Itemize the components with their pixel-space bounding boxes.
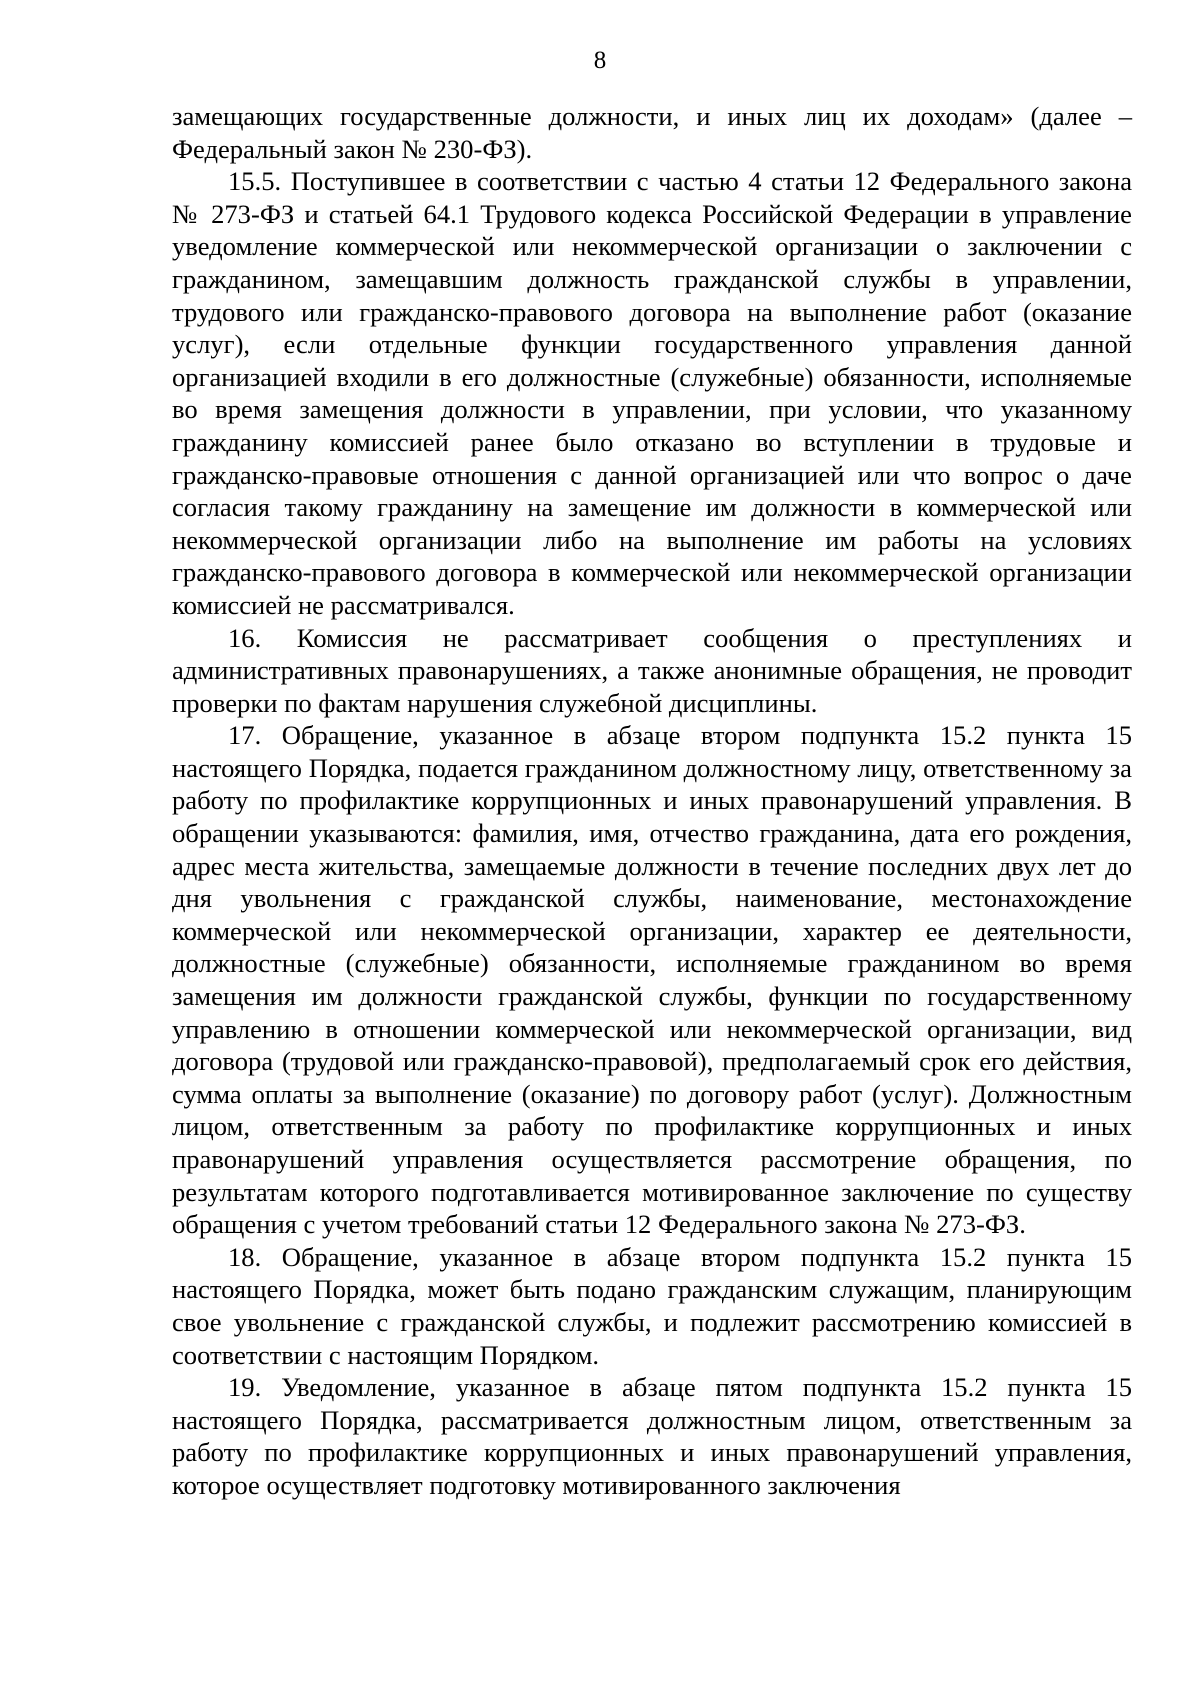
paragraph-item-15-5: 15.5. Поступившее в соответствии с частью 4 статьи 12 Федерального закона № 273-ФЗ и статьей 64.1 Трудового кодекса Российской Федерации в управление уведомление коммерческой или некоммерческой организации о заключении с гражданином, замещавшим должность гражданской службы в управлении, трудового или гражданско-правового договора на выполнение работ (оказание услуг), если отдельные функции государственного управления данной организацией входили в его должностные (служебные) обязанности, исполняемые во время замещения должности в управлении, при условии, что указанному гражданину комиссией ранее было отказано во вступлении в трудовые и гражданско-правовые отношения с данной организацией или что вопрос о даче согласия такому гражданину на замещение им должности в коммерческой или некоммерческой организации либо на выполнение им работы на условиях гражданско-правового договора в коммерческой или некоммерческой организации комиссией не рассматривался. — [172, 166, 1132, 620]
paragraph-item-19: 19. Уведомление, указанное в абзаце пятом подпункта 15.2 пункта 15 настоящего Порядка, рассматривается должностным лицом, ответственным за работу по профилактике коррупционных и иных правонарушений управления, которое осуществляет подготовку мотивированного заключения — [172, 1372, 1132, 1500]
paragraph-item-16: 16. Комиссия не рассматривает сообщения о преступлениях и административных правонарушениях, а также анонимные обращения, не проводит проверки по фактам нарушения служебной дисциплины. — [172, 622, 1132, 718]
paragraph-item-18: 18. Обращение, указанное в абзаце втором подпункта 15.2 пункта 15 настоящего Порядка, может быть подано гражданским служащим, планирующим свое увольнение с гражданской службы, и подлежит рассмотрению комиссией в соответствии с настоящим Порядком. — [172, 1241, 1132, 1370]
paragraph-continuation: замещающих государственные должности, и иных лиц их доходам» (далее – Федеральный закон № 230-ФЗ). — [172, 101, 1132, 164]
document-body — [172, 100, 1132, 1502]
page-number: 8 — [593, 47, 607, 74]
paragraph-item-17: 17. Обращение, указанное в абзаце втором подпункта 15.2 пункта 15 настоящего Порядка, подается гражданином должностному лицу, ответственному за работу по профилактике коррупционных и иных правонарушений управления. В обращении указываются: фамилия, имя, отчество гражданина, дата его рождения, адрес места жительства, замещаемые должности в течение последних двух лет до дня увольнения с гражданской службы, наименование, местонахождение коммерческой или некоммерческой организации, характер ее деятельности, должностные (служебные) обязанности, исполняемые гражданином во время замещения им должности гражданской службы, функции по государственному управлению в отношении коммерческой или некоммерческой организации, вид договора (трудовой или гражданско-правовой), предполагаемый срок его действия, сумма оплаты за выполнение (оказание) по договору работ (услуг). Должностным лицом, ответственным за работу по профилактике коррупционных и иных правонарушений управления осуществляется рассмотрение обращения, по результатам которого подготавливается мотивированное заключение по существу обращения с учетом требований статьи 12 Федерального закона № 273-ФЗ. — [172, 720, 1132, 1240]
